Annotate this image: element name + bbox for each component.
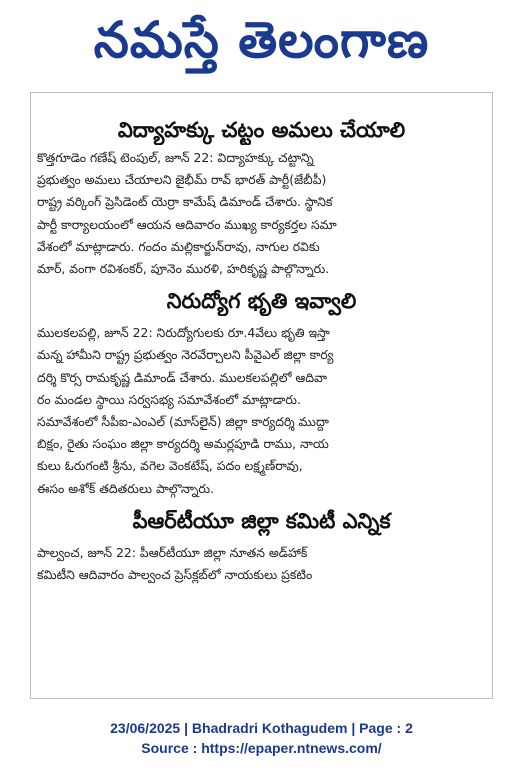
article-body bbox=[31, 322, 492, 500]
body-line: రం మండల స్థాయి సర్వసభ్య సమావేశంలో మాట్లాడారు. bbox=[37, 391, 301, 407]
article-headline: విద్యాహక్కు చట్టం అమలు చేయాలి bbox=[117, 118, 406, 142]
body-line: పాల్వంచ, జూన్ 22: పీఆర్‌టీయూ జిల్లా నూతన అడ్‌హాక్ bbox=[37, 544, 308, 560]
body-line: సమావేశంలో సీపీఐ-ఎంఎల్ (మాస్‌లైన్) జిల్లా కార్యదర్శి ముద్దా bbox=[37, 414, 329, 430]
body-line: బిక్షం, రైతు సంఘం జిల్లా కార్యదర్శి అమర్లపూడి రాము, నాయ bbox=[37, 436, 329, 452]
body-line: ములకలపల్లి, జూన్ 22: నిరుద్యోగులకు రూ.4వేలు భృతి ఇస్తా bbox=[37, 325, 330, 341]
body-line: మన్న హామీని రాష్ట్ర ప్రభుత్వం నెరవేర్చాలని పీవైఎల్ జిల్లా కార్య bbox=[37, 347, 334, 363]
body-line: కులు ఓరుగంటి శ్రీను, వగెల వెంకటేష్, పదం లక్ష్మణ్‌రావు, bbox=[37, 458, 303, 474]
footer-date-edition: 23/06/2025 | Bhadradri Kothagudem | Page : 2 bbox=[110, 720, 413, 736]
body-line: మార్, వంగా రవిశంకర్, పూనెం మురళి, హరికృష్ణ పాల్గొన్నారు. bbox=[37, 261, 330, 277]
article-body bbox=[31, 542, 492, 586]
body-line: రాష్ట్ర వర్కింగ్ ప్రెసిడెంట్ యెర్రా కామేష్ డిమాండ్ చేశారు. స్థానిక bbox=[37, 194, 333, 210]
article-headline: పీఆర్‌టీయూ జిల్లా కమిటీ ఎన్నిక bbox=[132, 508, 391, 533]
article-2 bbox=[31, 286, 492, 500]
footer-source: Source : https://epaper.ntnews.com/ bbox=[141, 740, 382, 756]
news-clipping bbox=[30, 92, 493, 699]
article-3 bbox=[31, 506, 492, 586]
article-body bbox=[31, 147, 492, 280]
body-line: దర్శి కొర్స రామకృష్ణ డిమాండ్ చేశారు. ములకలపల్లిలో ఆదివా bbox=[37, 369, 328, 385]
masthead-logo: నమస్తే తెలంగాణ bbox=[93, 10, 430, 69]
body-line: కొత్తగూడెం గణేష్ టెంపుల్, జూన్ 22: విద్యాహక్కు చట్టాన్ని bbox=[37, 150, 314, 165]
article-headline: నిరుద్యోగ భృతి ఇవ్వాలి bbox=[166, 289, 357, 314]
body-line: ప్రభుత్వం అమలు చేయాలని జైభీమ్ రావ్ భారత్ పార్టీ(జేబీపీ) bbox=[37, 172, 327, 188]
article-1 bbox=[31, 115, 492, 280]
body-line: కమిటీని ఆదివారం పాల్వంచ ప్రెస్‌క్లబ్‌లో నాయకులు ప్రకటిం bbox=[37, 567, 313, 583]
body-line: పార్టీ కార్యాలయంలో ఆయన ఆదివారం ముఖ్య కార్యకర్తల సమా bbox=[37, 216, 337, 232]
body-line: వేశంలో మాట్లాడారు. గందం మల్లికార్జున్‌రావు, నాగుల రవికు bbox=[37, 238, 320, 254]
body-line: ఈసం అశోక్ తదితరులు పాల్గొన్నారు. bbox=[37, 480, 214, 496]
